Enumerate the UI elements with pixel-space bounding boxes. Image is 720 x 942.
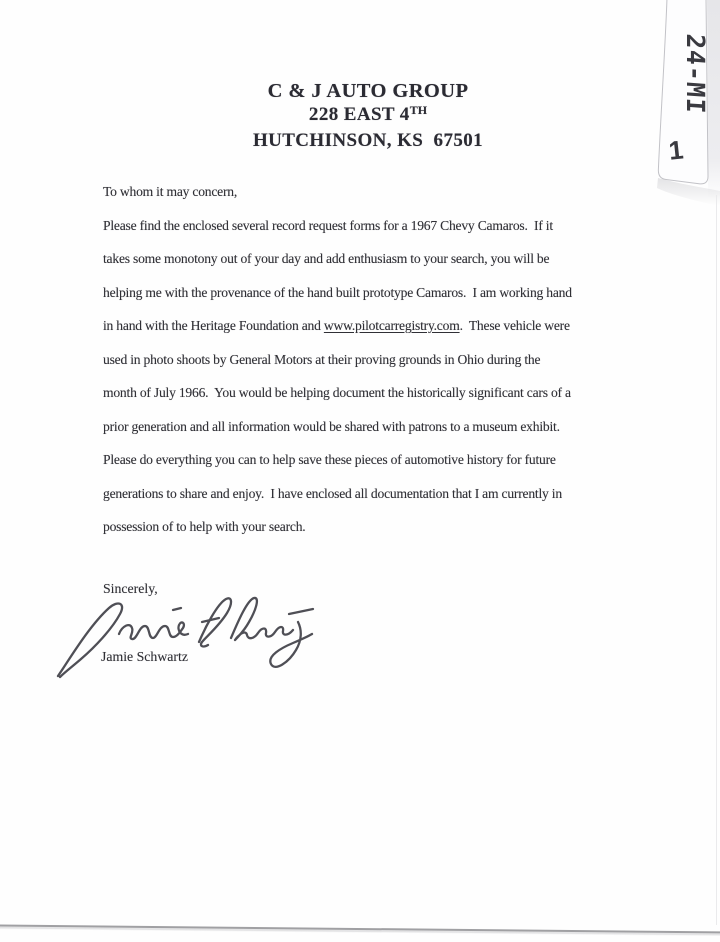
handwritten-signature xyxy=(55,588,345,683)
tab-handwritten-label: 24-MI xyxy=(681,32,710,116)
street-address-text: 228 EAST 4 xyxy=(308,104,410,125)
body-line: helping me with the provenance of the hand built prototype Camaros. I am working hand xyxy=(103,284,572,300)
body-line: prior generation and all information would be shared with patrons to a museum exhibit. xyxy=(103,418,560,434)
url-line-before: in hand with the Heritage Foundation and xyxy=(103,318,324,333)
scan-bottom-edge-line xyxy=(0,924,720,933)
letterhead-city-state-zip: HUTCHINSON, KS 67501 xyxy=(252,129,484,151)
body-line: Please find the enclosed several record request forms for a 1967 Chevy Camaros. If it xyxy=(103,217,553,233)
body-line: takes some monotony out of your day and add enthusiasm to your search, you will be xyxy=(103,251,550,266)
salutation: To whom it may concern, xyxy=(103,184,238,199)
letterhead-company-name: C & J AUTO GROUP xyxy=(267,80,469,102)
website-url-text: www.pilotcarregistry.com xyxy=(323,318,460,333)
handwritten-page-number: 1 xyxy=(667,134,685,166)
closing-sincerely: Sincerely, xyxy=(103,581,158,596)
street-ordinal-superscript: TH xyxy=(409,103,428,117)
letterhead-street-address xyxy=(8,103,720,129)
body-line: Please do everything you can to help save these pieces of automotive history for future xyxy=(103,452,556,467)
signature-strokes xyxy=(55,588,345,683)
body-line: used in photo shoots by General Motors at their proving grounds in Ohio during the xyxy=(103,351,541,367)
url-line-after: . These vehicle were xyxy=(459,318,570,333)
body-line: month of July 1966. You would be helping document the historically significant cars of a xyxy=(103,385,571,400)
letterhead xyxy=(8,79,720,152)
scan-right-edge-line xyxy=(716,195,717,925)
body-line: generations to share and enjoy. I have enclosed all documentation that I am currently in xyxy=(103,485,562,501)
typed-signature-name: Jamie Schwartz xyxy=(101,649,188,664)
body-line-with-url xyxy=(103,309,648,343)
body-line: possession of to help with your search. xyxy=(103,519,306,534)
letter-body xyxy=(103,175,648,544)
